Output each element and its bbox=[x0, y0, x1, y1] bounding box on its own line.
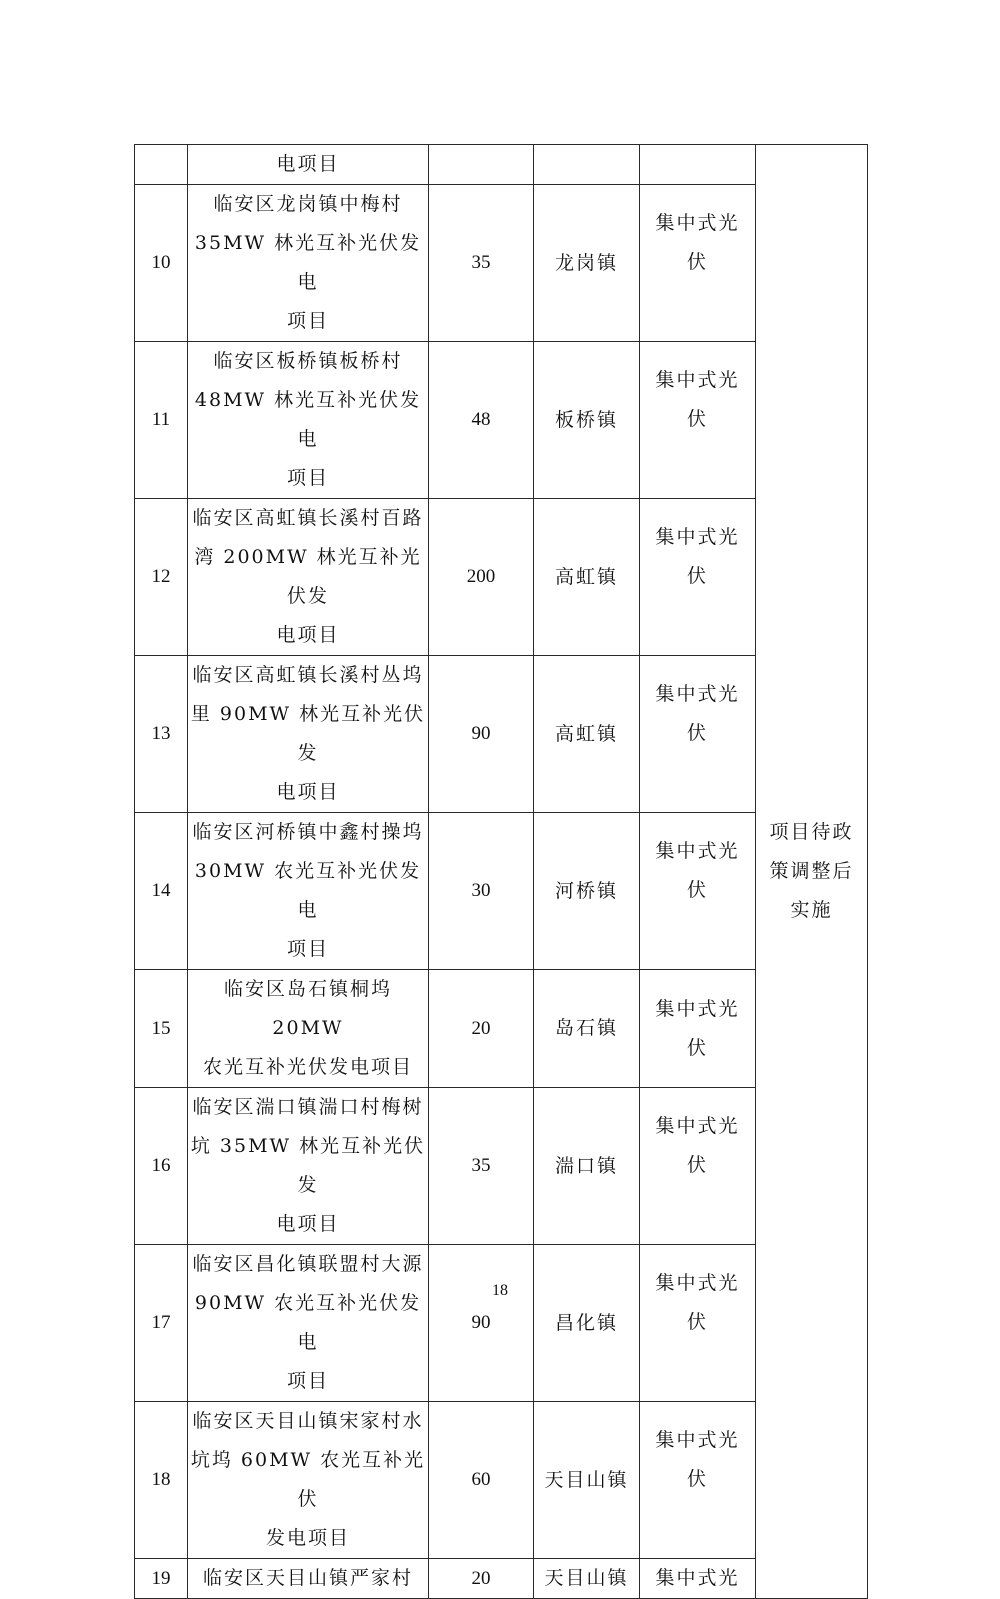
town-text: 天目山镇 bbox=[544, 1567, 629, 1589]
project-name-text: 临安区天目山镇严家村 bbox=[202, 1567, 413, 1589]
cell-capacity bbox=[429, 145, 534, 185]
cell-project-name bbox=[188, 499, 429, 656]
type-text: 集中式光 伏 bbox=[655, 212, 740, 273]
project-table bbox=[134, 144, 868, 1599]
cell-note bbox=[756, 145, 868, 1599]
type-text: 集中式光 伏 bbox=[655, 683, 740, 744]
table-row-continuation bbox=[135, 145, 868, 185]
cell-type bbox=[640, 499, 756, 656]
town-text: 岛石镇 bbox=[554, 1017, 618, 1039]
project-name-text: 临安区高虹镇长溪村百路 湾 200MW 林光互补光伏发 电项目 bbox=[192, 507, 424, 646]
cell-capacity: 60 bbox=[429, 1402, 534, 1559]
cell-no: 13 bbox=[135, 656, 188, 813]
cell-type bbox=[640, 813, 756, 970]
project-name-text: 临安区湍口镇湍口村梅树 坑 35MW 林光互补光伏发 电项目 bbox=[190, 1096, 426, 1235]
cell-capacity: 35 bbox=[429, 185, 534, 342]
town-text: 湍口镇 bbox=[554, 1154, 618, 1177]
cell-project-name bbox=[188, 970, 429, 1088]
cell-project-name bbox=[188, 145, 429, 185]
cell-type bbox=[640, 656, 756, 813]
cell-capacity: 20 bbox=[429, 1559, 534, 1599]
cell-type bbox=[640, 1245, 756, 1402]
cell-project-name bbox=[188, 1559, 429, 1599]
town-text: 板桥镇 bbox=[554, 408, 618, 431]
project-name-text: 临安区天目山镇宋家村水 坑坞 60MW 农光互补光伏 发电项目 bbox=[190, 1410, 426, 1549]
type-text: 集中式光 bbox=[655, 1567, 740, 1589]
page-number: 18 bbox=[492, 1282, 508, 1299]
cell-no: 17 bbox=[135, 1245, 188, 1402]
cell-type bbox=[640, 342, 756, 499]
cell-no: 11 bbox=[135, 342, 188, 499]
cell-capacity: 20 bbox=[429, 970, 534, 1088]
cell-no: 18 bbox=[135, 1402, 188, 1559]
cell-town bbox=[534, 813, 640, 970]
project-name-text: 临安区板桥镇板桥村 48MW 林光互补光伏发电 项目 bbox=[194, 350, 422, 489]
type-text: 集中式光 伏 bbox=[655, 1115, 740, 1176]
project-name-text: 临安区河桥镇中鑫村操坞 30MW 农光互补光伏发电 项目 bbox=[192, 821, 424, 960]
cell-project-name bbox=[188, 342, 429, 499]
project-table-body bbox=[135, 145, 868, 1599]
cell-capacity: 200 bbox=[429, 499, 534, 656]
type-text: 集中式光 伏 bbox=[655, 526, 740, 587]
cell-type bbox=[640, 185, 756, 342]
cell-capacity: 90 bbox=[429, 656, 534, 813]
cell-town bbox=[534, 1559, 640, 1599]
cell-capacity: 35 bbox=[429, 1088, 534, 1245]
cell-capacity: 30 bbox=[429, 813, 534, 970]
note-text: 项目待政 策调整后 实施 bbox=[769, 821, 854, 921]
cell-capacity: 48 bbox=[429, 342, 534, 499]
cell-project-name bbox=[188, 656, 429, 813]
type-text: 集中式光 伏 bbox=[655, 369, 740, 430]
cell-town bbox=[534, 1088, 640, 1245]
cell-town bbox=[534, 1245, 640, 1402]
cell-type bbox=[640, 145, 756, 185]
cell-no: 14 bbox=[135, 813, 188, 970]
cell-project-name bbox=[188, 813, 429, 970]
cell-type bbox=[640, 1088, 756, 1245]
cell-no: 19 bbox=[135, 1559, 188, 1599]
cell-town bbox=[534, 656, 640, 813]
project-name-text: 临安区岛石镇桐坞 20MW 农光互补光伏发电项目 bbox=[202, 978, 413, 1078]
town-text: 天目山镇 bbox=[544, 1468, 629, 1491]
project-name-text: 临安区昌化镇联盟村大源 90MW 农光互补光伏发电 项目 bbox=[192, 1253, 424, 1392]
cell-no: 16 bbox=[135, 1088, 188, 1245]
town-text: 河桥镇 bbox=[554, 879, 618, 902]
cell-town bbox=[534, 185, 640, 342]
cell-type bbox=[640, 1402, 756, 1559]
cell-type bbox=[640, 1559, 756, 1599]
cell-type bbox=[640, 970, 756, 1088]
type-text: 集中式光 伏 bbox=[655, 1429, 740, 1490]
cell-town bbox=[534, 970, 640, 1088]
town-text: 昌化镇 bbox=[554, 1311, 618, 1334]
type-text: 集中式光 伏 bbox=[655, 840, 740, 901]
cell-project-name bbox=[188, 185, 429, 342]
project-name-text: 临安区龙岗镇中梅村 35MW 林光互补光伏发电 项目 bbox=[194, 193, 422, 332]
cell-no: 12 bbox=[135, 499, 188, 656]
cell-project-name bbox=[188, 1245, 429, 1402]
town-text: 高虹镇 bbox=[554, 565, 618, 588]
cell-capacity: 90 bbox=[429, 1245, 534, 1402]
type-text: 集中式光 伏 bbox=[655, 997, 740, 1059]
cell-project-name bbox=[188, 1402, 429, 1559]
cell-no: 15 bbox=[135, 970, 188, 1088]
project-name-text: 电项目 bbox=[276, 153, 340, 175]
town-text: 高虹镇 bbox=[554, 722, 618, 745]
cell-no: 10 bbox=[135, 185, 188, 342]
type-text: 集中式光 伏 bbox=[655, 1272, 740, 1333]
cell-no bbox=[135, 145, 188, 185]
cell-town bbox=[534, 499, 640, 656]
project-name-text: 临安区高虹镇长溪村丛坞 里 90MW 林光互补光伏发 电项目 bbox=[190, 664, 426, 803]
town-text: 龙岗镇 bbox=[554, 251, 618, 274]
cell-town bbox=[534, 145, 640, 185]
cell-town bbox=[534, 342, 640, 499]
cell-project-name bbox=[188, 1088, 429, 1245]
cell-town bbox=[534, 1402, 640, 1559]
